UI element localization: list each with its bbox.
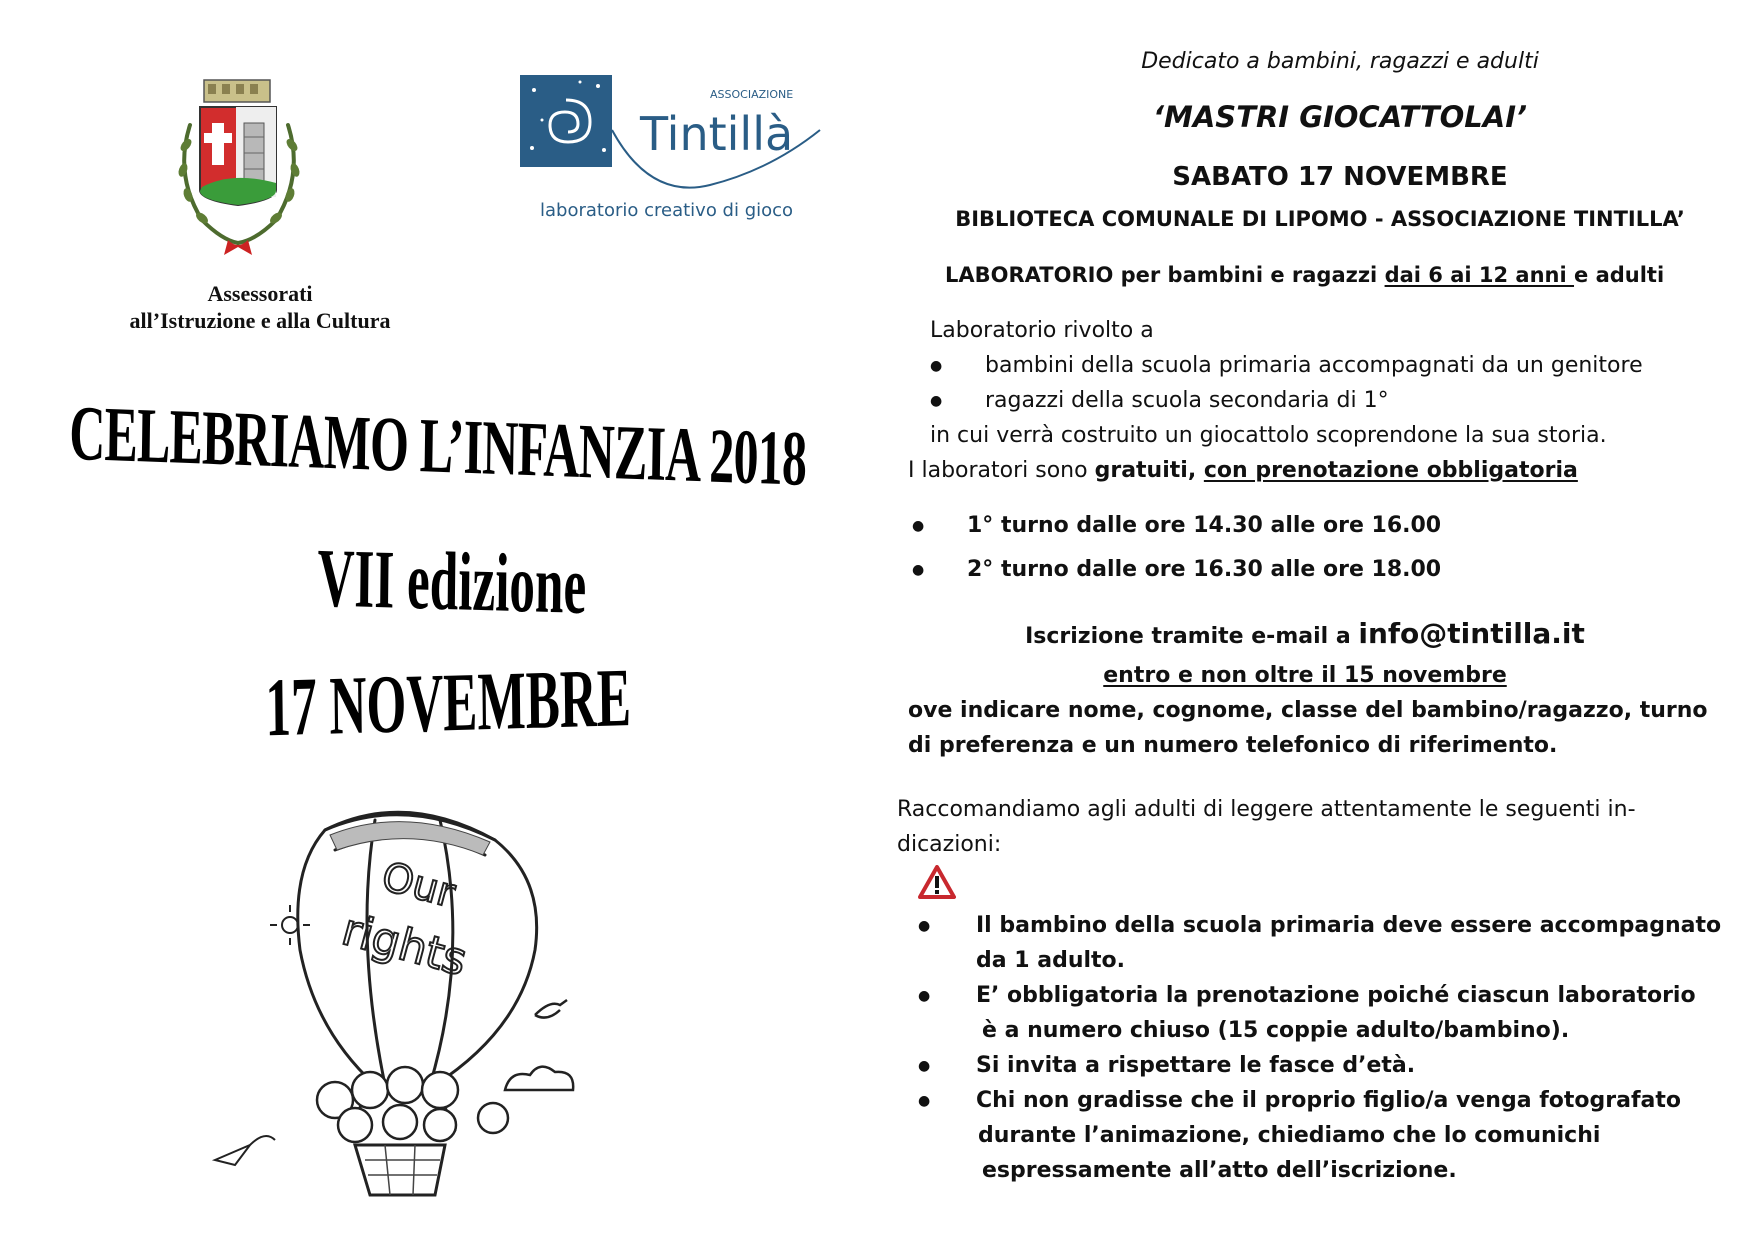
indicazione-item: [918, 1087, 1681, 1115]
gratuiti-line: [908, 457, 1578, 485]
gratuiti-booking: con prenotazione obbligatoria: [1203, 458, 1578, 483]
indicazione-item: [918, 912, 1721, 940]
iscrizione-label: Iscrizione tramite e-mail a: [1025, 624, 1359, 649]
bullet-icon: ●: [918, 918, 931, 934]
gratuiti-sep: ,: [1187, 458, 1204, 483]
gratuiti-bold: gratuiti: [1094, 458, 1188, 483]
bullet-icon: ●: [918, 1093, 931, 1109]
deadline-line: [900, 662, 1710, 690]
bullet-icon: ●: [930, 393, 943, 409]
turno-item: [912, 512, 1441, 540]
indicazione-text: Si invita a rispettare le fasce d’età.: [976, 1053, 1416, 1078]
indicazione-item: [918, 1052, 1415, 1080]
turno-item: [912, 556, 1441, 584]
email-link[interactable]: info@tintilla.it: [1358, 617, 1585, 650]
indicazione-item: [918, 982, 1696, 1010]
bullet-icon: ●: [912, 562, 925, 578]
date-title: 17 NOVEMBRE: [265, 650, 632, 754]
indicazione-text-cont: espressamente all’atto dell’iscrizione.: [982, 1158, 1457, 1183]
lab-rivolto-line: Laboratorio rivolto a: [930, 318, 1154, 343]
audience-item-text: bambini della scuola primaria accompagnati da un genitore: [985, 353, 1643, 378]
dedicated-line: Dedicato a bambini, ragazzi e adulti: [1141, 49, 1539, 74]
deadline-text: entro e non oltre il 15 novembre: [1103, 663, 1507, 688]
balloon-text-rights: rights: [336, 904, 472, 987]
hot-air-balloon-illustration: [205, 800, 585, 1200]
audience-item-text: ragazzi della scuola secondaria di 1°: [985, 388, 1389, 413]
indicazione-text-cont: è a numero chiuso (15 coppie adulto/bambino).: [982, 1018, 1570, 1043]
lab-title-part2: e adulti: [1574, 263, 1665, 287]
raccomandiamo-line1: Raccomandiamo agli adulti di leggere attentamente le seguenti in-: [897, 797, 1636, 822]
turno-text: 1° turno dalle ore 14.30 alle ore 16.00: [967, 513, 1442, 538]
indicazione-text-cont: da 1 adulto.: [976, 948, 1126, 973]
lab-title: [945, 261, 1745, 289]
audience-item: [930, 387, 1389, 415]
assessorati-line1: Assessorati: [207, 281, 313, 306]
edition-title: VII edizione: [316, 531, 587, 632]
workshop-name: ‘MASTRI GIOCATTOLAI’: [1152, 100, 1527, 134]
bullet-icon: ●: [930, 358, 943, 374]
bullet-icon: ●: [918, 988, 931, 1004]
indicazione-text: E’ obbligatoria la prenotazione poiché ciascun laboratorio: [976, 983, 1696, 1008]
indicazione-text: Il bambino della scuola primaria deve essere accompagnato: [976, 913, 1722, 938]
turno-text: 2° turno dalle ore 16.30 alle ore 18.00: [967, 557, 1442, 582]
lab-title-part1: LABORATORIO per bambini e ragazzi: [945, 263, 1385, 287]
municipal-crest-icon: [172, 75, 312, 275]
warning-icon: [918, 865, 956, 899]
iscrizione-line: [900, 617, 1710, 651]
indicazione-text-cont: durante l’animazione, chiediamo che lo comunichi: [978, 1123, 1601, 1148]
ove-line2: di preferenza e un numero telefonico di riferimento.: [908, 733, 1558, 758]
bullet-icon: ●: [912, 518, 925, 534]
assessorati-label: [70, 280, 450, 334]
indicazione-text: Chi non gradisse che il proprio figlio/a venga fotografato: [976, 1088, 1682, 1113]
in-cui-line: in cui verrà costruito un giocattolo scoprendone la sua storia.: [930, 423, 1607, 448]
event-title: CELEBRIAMO L’INFANZIA 2018: [68, 389, 807, 502]
event-date: SABATO 17 NOVEMBRE: [1172, 162, 1508, 192]
logo-assoc-label: ASSOCIAZIONE: [710, 88, 794, 101]
logo-tagline: laboratorio creativo di gioco: [540, 200, 794, 221]
assessorati-line2: all’Istruzione e alla Cultura: [129, 308, 391, 333]
audience-item: [930, 352, 1643, 380]
lab-title-age: dai 6 ai 12 anni: [1384, 263, 1575, 287]
gratuiti-part1: I laboratori sono: [908, 458, 1095, 483]
venue-line: BIBLIOTECA COMUNALE DI LIPOMO - ASSOCIAZIONE TINTILLA’: [955, 207, 1685, 231]
bullet-icon: ●: [918, 1058, 931, 1074]
logo-name: Tintillà: [640, 107, 794, 161]
balloon-text-our: Our: [376, 853, 460, 917]
raccomandiamo-line2: dicazioni:: [897, 832, 1002, 857]
ove-line1: ove indicare nome, cognome, classe del bambino/ragazzo, turno: [908, 698, 1708, 723]
